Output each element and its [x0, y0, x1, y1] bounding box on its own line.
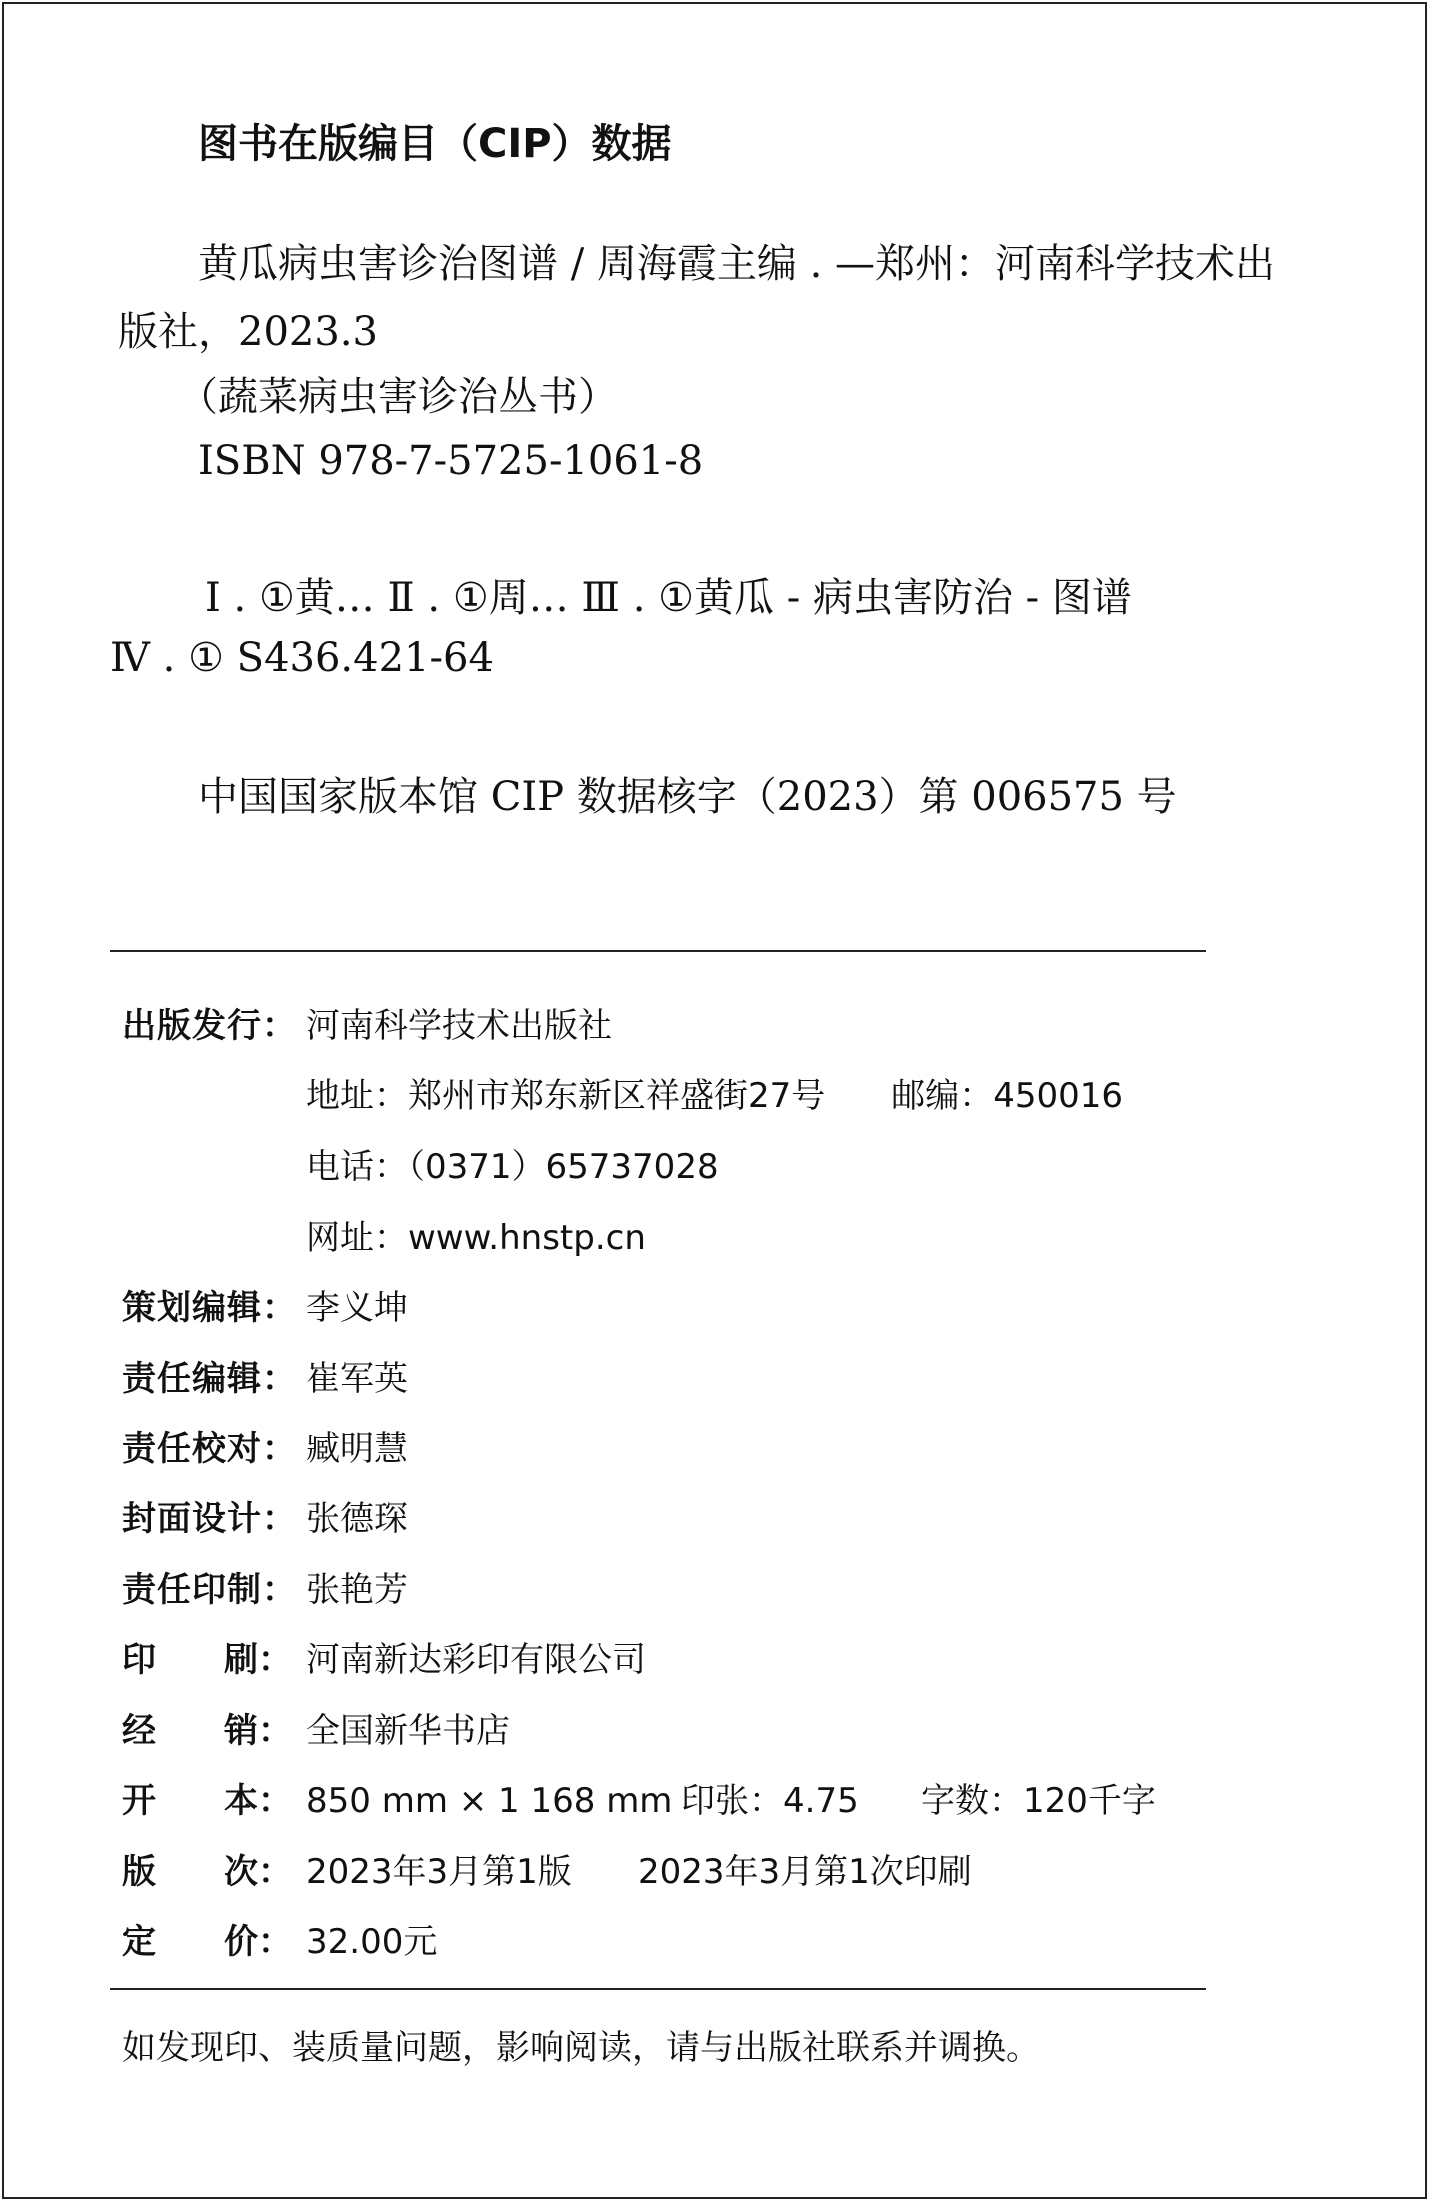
publisher-phone: 电话：（0371）65737028: [306, 1147, 719, 1187]
publisher-label: 出版发行：: [122, 1006, 297, 1046]
divider-top: [110, 950, 1206, 952]
format-row: [122, 1773, 1156, 1822]
credit-value: 臧明慧: [306, 1429, 408, 1469]
quality-notice: 如发现印、装质量问题，影响阅读，请与出版社联系并调换。: [122, 2028, 1040, 2068]
credit-label: 经 销：: [122, 1711, 292, 1751]
format-label: 开 本：: [122, 1781, 292, 1821]
cip-heading: 图书在版编目（CIP）数据: [198, 121, 672, 167]
cip-classification-line2: Ⅳ . ① S436.421-64: [110, 635, 494, 681]
credit-label: 责任印制：: [122, 1570, 297, 1610]
price-value: 32.00元: [306, 1922, 438, 1962]
printing-value: 2023年3月第1次印刷: [638, 1852, 972, 1892]
credit-row: [122, 1703, 510, 1752]
format-value: 850 mm × 1 168 mm: [306, 1781, 673, 1821]
credit-value: 崔军英: [306, 1359, 408, 1399]
credit-label: 印 刷：: [122, 1640, 292, 1680]
cip-isbn: ISBN 978-7-5725-1061-8: [198, 438, 704, 484]
price-row: [122, 1914, 437, 1963]
cip-entry-line2: 版社，2023.3: [118, 309, 378, 355]
publisher-postcode: 邮编：450016: [891, 1076, 1124, 1116]
credit-row: [122, 1351, 408, 1400]
cip-entry-line1: 黄瓜病虫害诊治图谱 / 周海霞主编 . —郑州：河南科学技术出: [198, 241, 1276, 287]
publisher-name: 河南科学技术出版社: [306, 1006, 612, 1046]
credit-row: [122, 1562, 408, 1611]
edition-row: [122, 1844, 972, 1893]
edition-label: 版 次：: [122, 1852, 292, 1892]
price-label: 定 价：: [122, 1922, 292, 1962]
publisher-website: 网址：www.hnstp.cn: [306, 1218, 646, 1258]
credit-row: [122, 1280, 408, 1329]
credit-value: 张德琛: [306, 1499, 408, 1539]
words-value: 字数：120千字: [921, 1781, 1156, 1821]
publisher-address-row: [306, 1068, 1123, 1117]
credit-value: 李义坤: [306, 1288, 408, 1328]
credit-label: 策划编辑：: [122, 1288, 297, 1328]
credit-row: [122, 1491, 408, 1540]
publisher-address: 地址：郑州市郑东新区祥盛街27号: [306, 1076, 826, 1116]
publisher-row: [122, 998, 612, 1047]
credit-row: [122, 1421, 408, 1470]
credit-row: [122, 1632, 646, 1681]
edition-value: 2023年3月第1版: [306, 1852, 572, 1892]
credit-value: 张艳芳: [306, 1570, 408, 1610]
cip-classification-line1: Ⅰ . ①黄… Ⅱ . ①周… Ⅲ . ①黄瓜 - 病虫害防治 - 图谱: [205, 575, 1132, 621]
credit-value: 河南新达彩印有限公司: [306, 1640, 646, 1680]
credit-value: 全国新华书店: [306, 1711, 510, 1751]
credit-label: 责任编辑：: [122, 1359, 297, 1399]
credit-label: 封面设计：: [122, 1499, 297, 1539]
sheets-value: 印张：4.75: [681, 1781, 859, 1821]
cip-series: （蔬菜病虫害诊治丛书）: [178, 374, 618, 420]
credit-label: 责任校对：: [122, 1429, 297, 1469]
cip-record-number: 中国国家版本馆 CIP 数据核字（2023）第 006575 号: [198, 774, 1177, 820]
divider-bottom: [110, 1988, 1206, 1990]
